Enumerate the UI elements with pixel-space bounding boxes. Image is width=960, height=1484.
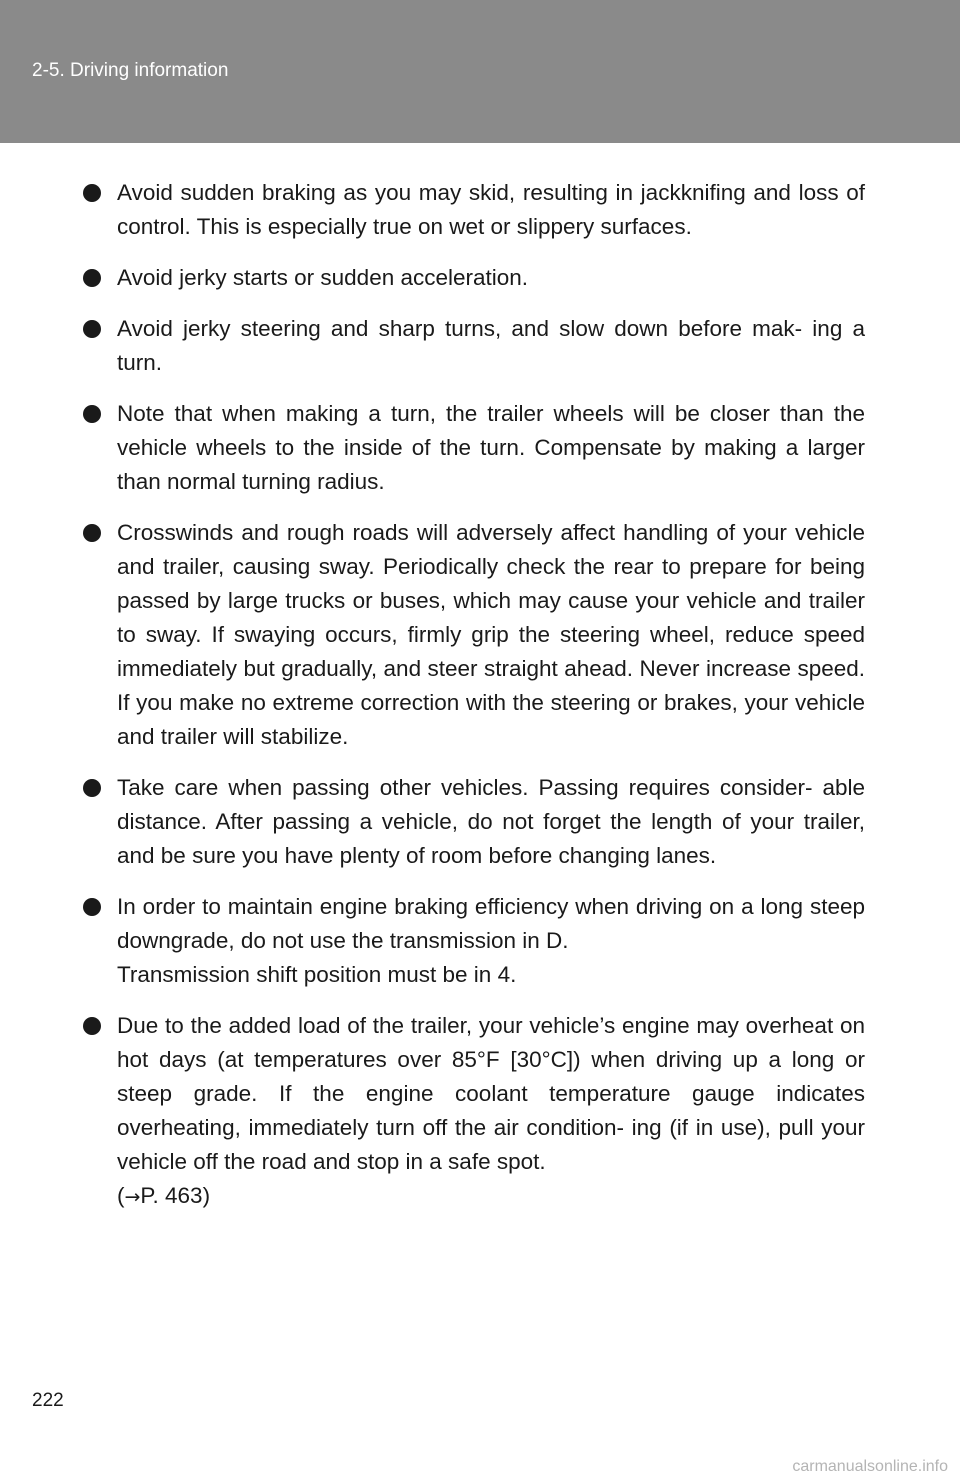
- bullet-item: [83, 771, 865, 873]
- bullet-icon: [83, 779, 101, 797]
- page-content: [83, 176, 865, 1231]
- watermark: carmanualsonline.info: [792, 1458, 948, 1475]
- bullet-item: [83, 176, 865, 244]
- reference-page: P. 463): [140, 1183, 211, 1208]
- bullet-item-overheat: [83, 1009, 865, 1214]
- bullet-icon: [83, 1017, 101, 1035]
- bullet-icon: [83, 405, 101, 423]
- bullet-text: In order to maintain engine braking efficiency when driving on a long steep downgrade, do not use the transmission in D.: [117, 894, 865, 953]
- arrow-right-icon: →: [124, 1186, 141, 1208]
- bullet-item: [83, 397, 865, 499]
- bullet-text: Avoid sudden braking as you may skid, resulting in jackknifing and loss of control. This is especially true on wet or slippery surfaces.: [117, 180, 865, 239]
- bullet-note: Transmission shift position must be in 4.: [117, 962, 517, 987]
- bullet-icon: [83, 524, 101, 542]
- bullet-text: Avoid jerky steering and sharp turns, and slow down before mak- ing a turn.: [117, 316, 865, 375]
- bullet-icon: [83, 269, 101, 287]
- bullet-text: Crosswinds and rough roads will adversely affect handling of your vehicle and trailer, causing sway. Periodically check the rear to prepare for being passed by large trucks or buses, which may cause your vehicle and trailer to sway. If swaying occurs, firmly grip the steering wheel, reduce speed immediately but gradually, and steer straight ahead. Never increase speed. If you make no extreme correction with the steering or brakes, your vehicle and trailer will stabilize.: [117, 520, 865, 749]
- bullet-item: [83, 516, 865, 754]
- bullet-item: [83, 312, 865, 380]
- bullet-item-transmission: [83, 890, 865, 992]
- bullet-text: Due to the added load of the trailer, your vehicle’s engine may overheat on hot days (at temperatures over 85°F [30°C]) when driving up a long or steep grade. If the engine coolant temperature gauge indicates overheating, immediately turn off the air condition- ing (if in use), pull your vehicle off the road and stop in a safe spot.: [117, 1013, 865, 1174]
- bullet-icon: [83, 184, 101, 202]
- bullet-text: Note that when making a turn, the trailer wheels will be closer than the vehicle wheels to the inside of the turn. Compensate by making a larger than normal turning radius.: [117, 401, 865, 494]
- bullet-text: Avoid jerky starts or sudden acceleration.: [117, 265, 529, 290]
- page-number: 222: [32, 1390, 64, 1411]
- page-header: [0, 0, 960, 143]
- bullet-icon: [83, 898, 101, 916]
- reference-open-paren: (: [117, 1183, 125, 1208]
- section-title: 2-5. Driving information: [32, 60, 229, 81]
- bullet-text: Take care when passing other vehicles. Passing requires consider- able distance. After passing a vehicle, do not forget the length of your trailer, and be sure you have plenty of room before changing lanes.: [117, 775, 865, 868]
- page-reference: [117, 1183, 210, 1208]
- bullet-icon: [83, 320, 101, 338]
- bullet-item: [83, 261, 865, 295]
